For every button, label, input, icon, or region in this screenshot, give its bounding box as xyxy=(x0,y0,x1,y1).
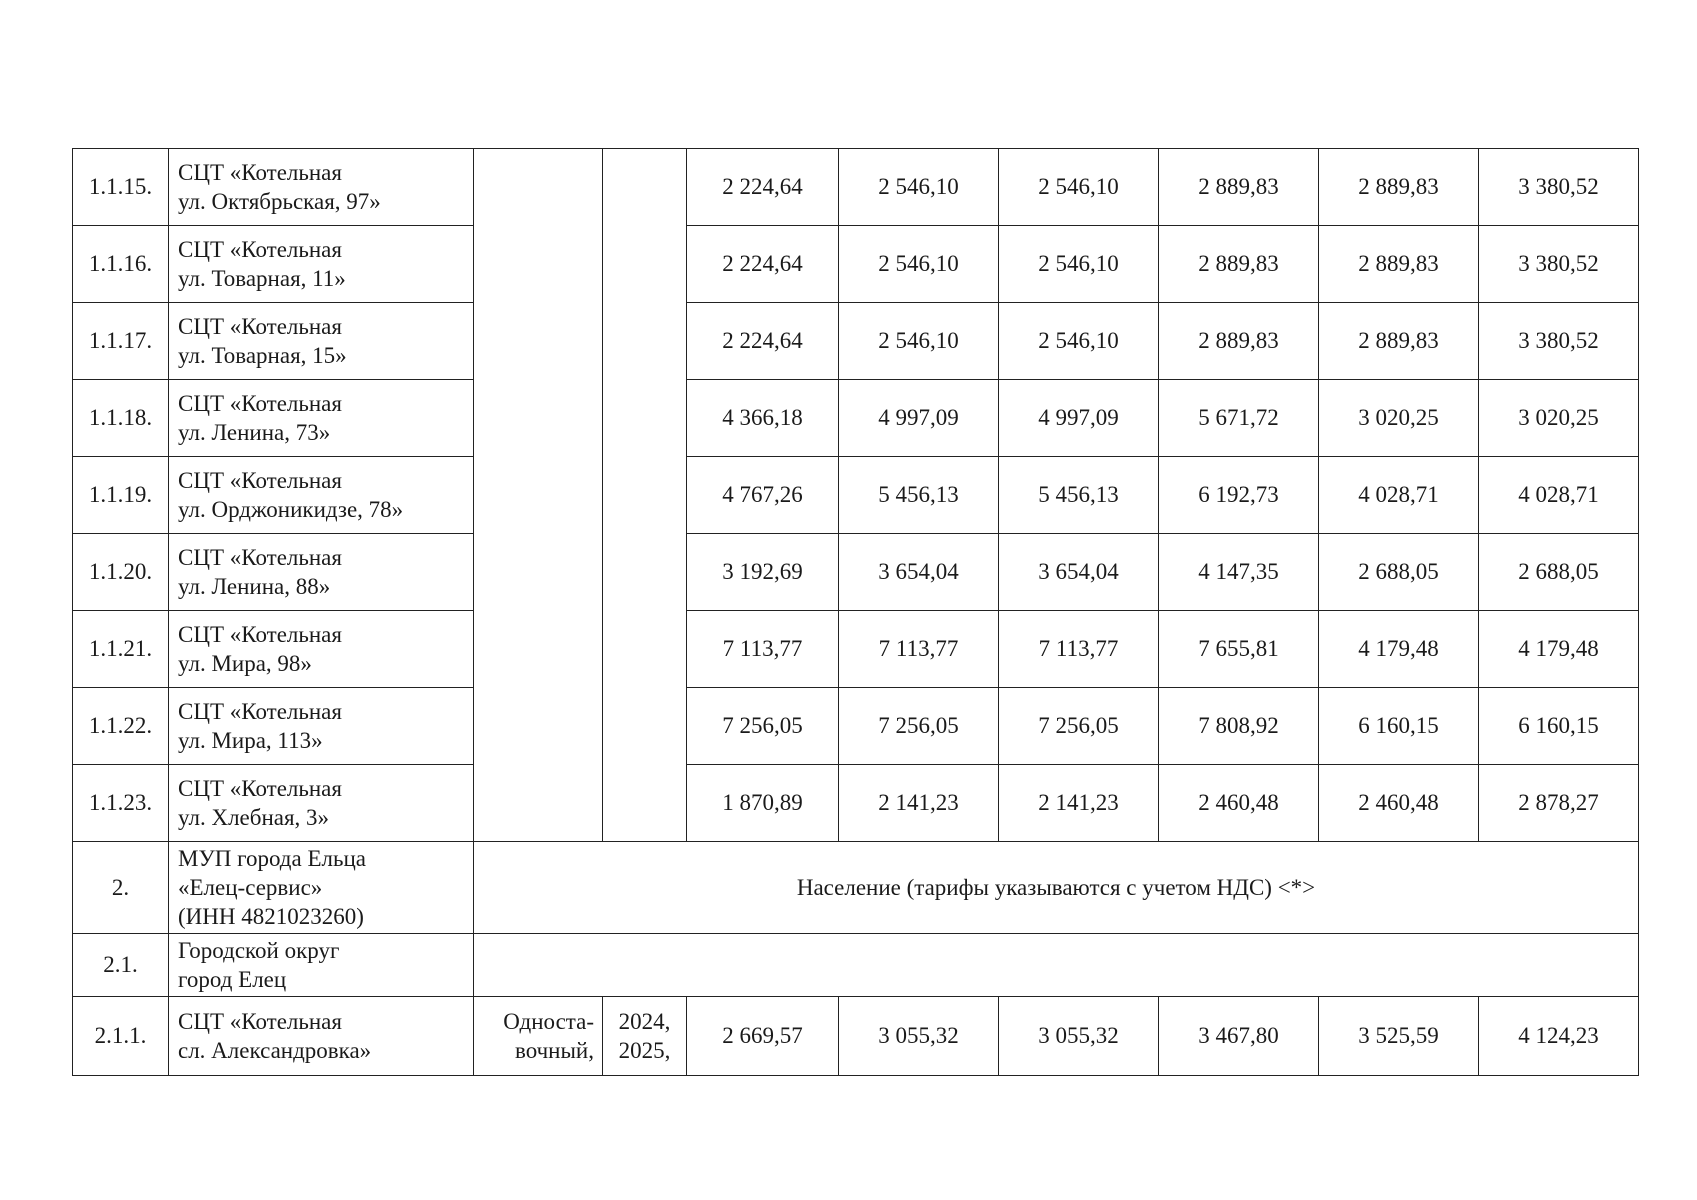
object-name-line: СЦТ «Котельная xyxy=(178,314,342,339)
tariff-value: 2 224,64 xyxy=(687,226,839,303)
year-cell xyxy=(603,997,687,1076)
tariff-value: 2 546,10 xyxy=(999,303,1159,380)
object-name-line: ул. Орджоникидзе, 78» xyxy=(178,497,404,522)
object-name-cell xyxy=(169,380,474,457)
object-name-line: СЦТ «Котельная xyxy=(178,468,342,493)
object-name-line: ул. Ленина, 88» xyxy=(178,574,331,599)
tariff-type-line: вочный, xyxy=(515,1038,594,1063)
tariff-value: 4 997,09 xyxy=(839,380,999,457)
row-number: 2.1. xyxy=(73,934,169,997)
object-name-cell xyxy=(169,303,474,380)
year-line: 2025, xyxy=(618,1038,671,1063)
year-cell xyxy=(603,149,687,842)
tariff-value: 2 546,10 xyxy=(999,149,1159,226)
tariff-value: 1 870,89 xyxy=(687,765,839,842)
object-name-line: СЦТ «Котельная xyxy=(178,622,342,647)
object-name-line: МУП города Ельца xyxy=(178,846,366,871)
tariff-value: 7 655,81 xyxy=(1159,611,1319,688)
tariff-value: 2 546,10 xyxy=(839,149,999,226)
tariff-value: 2 688,05 xyxy=(1479,534,1639,611)
tariff-value: 2 688,05 xyxy=(1319,534,1479,611)
row-number: 1.1.16. xyxy=(73,226,169,303)
tariff-value: 2 141,23 xyxy=(999,765,1159,842)
object-name-line: СЦТ «Котельная xyxy=(178,776,342,801)
object-name-cell xyxy=(169,226,474,303)
object-name-line: ул. Мира, 98» xyxy=(178,651,312,676)
table-row xyxy=(73,934,1639,997)
tariff-value: 7 256,05 xyxy=(999,688,1159,765)
row-number: 1.1.20. xyxy=(73,534,169,611)
tariff-value: 7 808,92 xyxy=(1159,688,1319,765)
object-name-cell xyxy=(169,934,474,997)
tariff-value: 4 147,35 xyxy=(1159,534,1319,611)
object-name-line: город Елец xyxy=(178,967,287,992)
tariff-value: 2 878,27 xyxy=(1479,765,1639,842)
object-name-line: (ИНН 4821023260) xyxy=(178,904,364,929)
tariff-value: 3 020,25 xyxy=(1479,380,1639,457)
object-name-line: ул. Мира, 113» xyxy=(178,728,323,753)
table-row xyxy=(73,611,1639,688)
tariff-table xyxy=(72,148,1639,1076)
tariff-value: 4 028,71 xyxy=(1319,457,1479,534)
tariff-value: 5 456,13 xyxy=(999,457,1159,534)
tariff-value: 6 160,15 xyxy=(1479,688,1639,765)
tariff-value: 2 889,83 xyxy=(1319,303,1479,380)
tariff-value: 4 997,09 xyxy=(999,380,1159,457)
object-name-cell xyxy=(169,765,474,842)
tariff-value: 5 456,13 xyxy=(839,457,999,534)
tariff-value: 3 380,52 xyxy=(1479,226,1639,303)
tariff-value: 6 160,15 xyxy=(1319,688,1479,765)
object-name-line: СЦТ «Котельная xyxy=(178,699,342,724)
object-name-line: «Елец-сервис» xyxy=(178,875,323,900)
tariff-value: 2 224,64 xyxy=(687,149,839,226)
tariff-value: 2 460,48 xyxy=(1159,765,1319,842)
table-row xyxy=(73,226,1639,303)
tariff-value: 7 113,77 xyxy=(687,611,839,688)
tariff-value: 2 889,83 xyxy=(1319,149,1479,226)
table-row xyxy=(73,765,1639,842)
table-row xyxy=(73,303,1639,380)
object-name-line: СЦТ «Котельная xyxy=(178,237,342,262)
tariff-type-cell xyxy=(474,149,603,842)
object-name-line: СЦТ «Котельная xyxy=(178,160,342,185)
table-row xyxy=(73,457,1639,534)
tariff-value: 7 113,77 xyxy=(999,611,1159,688)
table-body xyxy=(73,149,1639,1076)
row-number: 1.1.22. xyxy=(73,688,169,765)
object-name-cell xyxy=(169,842,474,934)
year-line: 2024, xyxy=(618,1009,671,1034)
tariff-value: 2 546,10 xyxy=(999,226,1159,303)
table-row xyxy=(73,842,1639,934)
tariff-value: 5 671,72 xyxy=(1159,380,1319,457)
object-name-line: ул. Хлебная, 3» xyxy=(178,805,330,830)
row-number: 2. xyxy=(73,842,169,934)
tariff-value: 2 889,83 xyxy=(1159,149,1319,226)
tariff-value: 4 179,48 xyxy=(1479,611,1639,688)
tariff-value: 2 141,23 xyxy=(839,765,999,842)
object-name-line: ул. Октябрьская, 97» xyxy=(178,189,381,214)
object-name-cell xyxy=(169,534,474,611)
tariff-value: 6 192,73 xyxy=(1159,457,1319,534)
object-name-line: ул. Товарная, 15» xyxy=(178,343,347,368)
tariff-value: 3 654,04 xyxy=(839,534,999,611)
tariff-value: 2 460,48 xyxy=(1319,765,1479,842)
row-number: 1.1.18. xyxy=(73,380,169,457)
object-name-line: ул. Ленина, 73» xyxy=(178,420,331,445)
object-name-cell xyxy=(169,611,474,688)
tariff-value: 3 380,52 xyxy=(1479,149,1639,226)
object-name-cell xyxy=(169,997,474,1076)
tariff-value: 3 055,32 xyxy=(999,997,1159,1076)
tariff-value: 2 889,83 xyxy=(1159,226,1319,303)
tariff-value: 2 889,83 xyxy=(1159,303,1319,380)
object-name-cell xyxy=(169,149,474,226)
row-number: 1.1.19. xyxy=(73,457,169,534)
row-number: 1.1.23. xyxy=(73,765,169,842)
empty-cell xyxy=(474,934,1639,997)
object-name-line: сл. Александровка» xyxy=(178,1038,372,1063)
tariff-value: 2 546,10 xyxy=(839,226,999,303)
table-row xyxy=(73,688,1639,765)
tariff-value: 3 654,04 xyxy=(999,534,1159,611)
tariff-value: 4 366,18 xyxy=(687,380,839,457)
tariff-value: 2 669,57 xyxy=(687,997,839,1076)
object-name-line: СЦТ «Котельная xyxy=(178,391,342,416)
consumer-group-label: Население (тарифы указываются с учетом НДС) <*> xyxy=(474,842,1639,934)
row-number: 1.1.17. xyxy=(73,303,169,380)
object-name-line: Городской округ xyxy=(178,938,340,963)
object-name-line: ул. Товарная, 11» xyxy=(178,266,346,291)
table-row xyxy=(73,149,1639,226)
object-name-cell xyxy=(169,457,474,534)
tariff-value: 3 192,69 xyxy=(687,534,839,611)
tariff-value: 4 767,26 xyxy=(687,457,839,534)
tariff-value: 3 055,32 xyxy=(839,997,999,1076)
row-number: 2.1.1. xyxy=(73,997,169,1076)
tariff-value: 3 020,25 xyxy=(1319,380,1479,457)
row-number: 1.1.21. xyxy=(73,611,169,688)
tariff-value: 3 467,80 xyxy=(1159,997,1319,1076)
table-row xyxy=(73,380,1639,457)
object-name-cell xyxy=(169,688,474,765)
tariff-type-line: Односта- xyxy=(503,1009,594,1034)
table-row xyxy=(73,997,1639,1076)
tariff-value: 7 256,05 xyxy=(687,688,839,765)
table-row xyxy=(73,534,1639,611)
row-number: 1.1.15. xyxy=(73,149,169,226)
object-name-line: СЦТ «Котельная xyxy=(178,545,342,570)
tariff-value: 7 256,05 xyxy=(839,688,999,765)
tariff-value: 3 525,59 xyxy=(1319,997,1479,1076)
tariff-value: 4 179,48 xyxy=(1319,611,1479,688)
tariff-value: 2 889,83 xyxy=(1319,226,1479,303)
tariff-value: 4 124,23 xyxy=(1479,997,1639,1076)
tariff-value: 3 380,52 xyxy=(1479,303,1639,380)
tariff-value: 7 113,77 xyxy=(839,611,999,688)
tariff-value: 2 224,64 xyxy=(687,303,839,380)
tariff-type-cell xyxy=(474,997,603,1076)
tariff-value: 2 546,10 xyxy=(839,303,999,380)
tariff-value: 4 028,71 xyxy=(1479,457,1639,534)
object-name-line: СЦТ «Котельная xyxy=(178,1009,342,1034)
